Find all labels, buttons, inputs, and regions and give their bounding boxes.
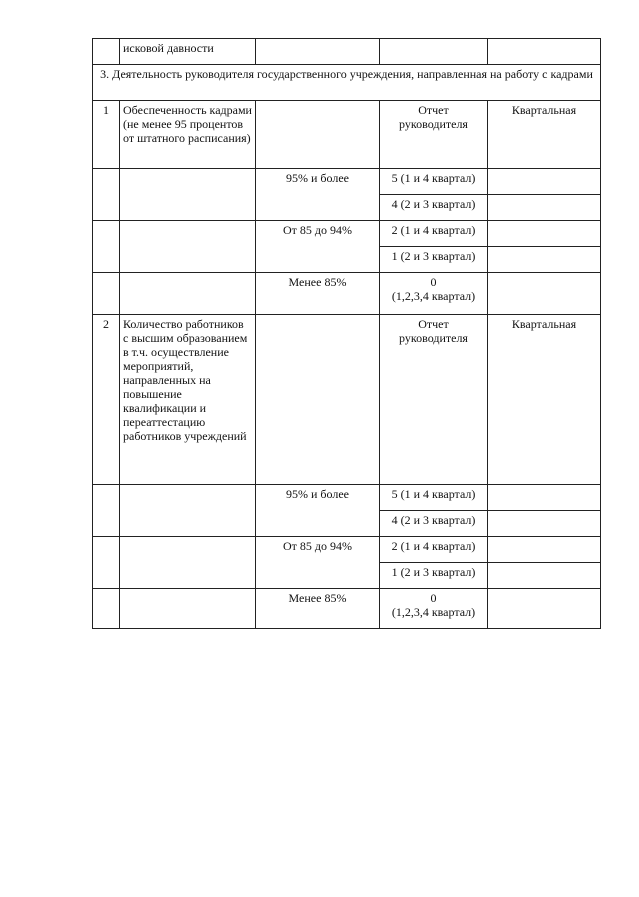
- table-row: [93, 101, 601, 169]
- criterion-label: От 85 до 94%: [256, 537, 380, 589]
- section-title: 3. Деятельность руководителя государственного учреждения, направленная на работу с кадрами: [93, 65, 601, 101]
- table-row: [93, 589, 601, 629]
- criterion-label: 95% и более: [256, 485, 380, 537]
- continued-indicator-text: исковой давности: [120, 39, 256, 65]
- table-row: [93, 273, 601, 315]
- criterion-score: 1 (2 и 3 квартал): [380, 247, 488, 273]
- criterion-label: Менее 85%: [256, 589, 380, 629]
- indicator-table: [92, 38, 601, 629]
- criterion-score: 4 (2 и 3 квартал): [380, 195, 488, 221]
- table-row: [93, 39, 601, 65]
- criterion-score: 5 (1 и 4 квартал): [380, 485, 488, 511]
- table-row: [93, 537, 601, 563]
- criterion-score: 0: [430, 275, 437, 289]
- criterion-score: 1 (2 и 3 квартал): [380, 563, 488, 589]
- criterion-score: 5 (1 и 4 квартал): [380, 169, 488, 195]
- indicator-period: Квартальная: [488, 315, 601, 485]
- criterion-label: Менее 85%: [256, 273, 380, 315]
- section-header-row: [93, 65, 601, 101]
- table-row: [93, 315, 601, 485]
- indicator-number: 1: [93, 101, 120, 169]
- table-row: [93, 169, 601, 195]
- criterion-label: 95% и более: [256, 169, 380, 221]
- criterion-score: 2 (1 и 4 квартал): [380, 221, 488, 247]
- indicator-source: Отчет руководителя: [380, 315, 488, 485]
- indicator-source: Отчет руководителя: [380, 101, 488, 169]
- criterion-score-cell: [380, 589, 488, 629]
- criterion-score: 2 (1 и 4 квартал): [380, 537, 488, 563]
- criterion-label: От 85 до 94%: [256, 221, 380, 273]
- table-row: [93, 485, 601, 511]
- indicator-period: Квартальная: [488, 101, 601, 169]
- indicator-name: Обеспеченность кадрами (не менее 95 процентов от штатного расписания): [120, 101, 256, 169]
- criterion-score: 4 (2 и 3 квартал): [380, 511, 488, 537]
- criterion-score-note: (1,2,3,4 квартал): [391, 605, 476, 619]
- indicator-name: Количество работников с высшим образованием в т.ч. осуществление мероприятий, направленных на повышение квалификации и переаттестацию работников учреждений: [120, 315, 256, 485]
- criterion-score-note: (1,2,3,4 квартал): [391, 289, 476, 303]
- indicator-number: 2: [93, 315, 120, 485]
- criterion-score: 0: [430, 591, 437, 605]
- table-row: [93, 221, 601, 247]
- criterion-score-cell: [380, 273, 488, 315]
